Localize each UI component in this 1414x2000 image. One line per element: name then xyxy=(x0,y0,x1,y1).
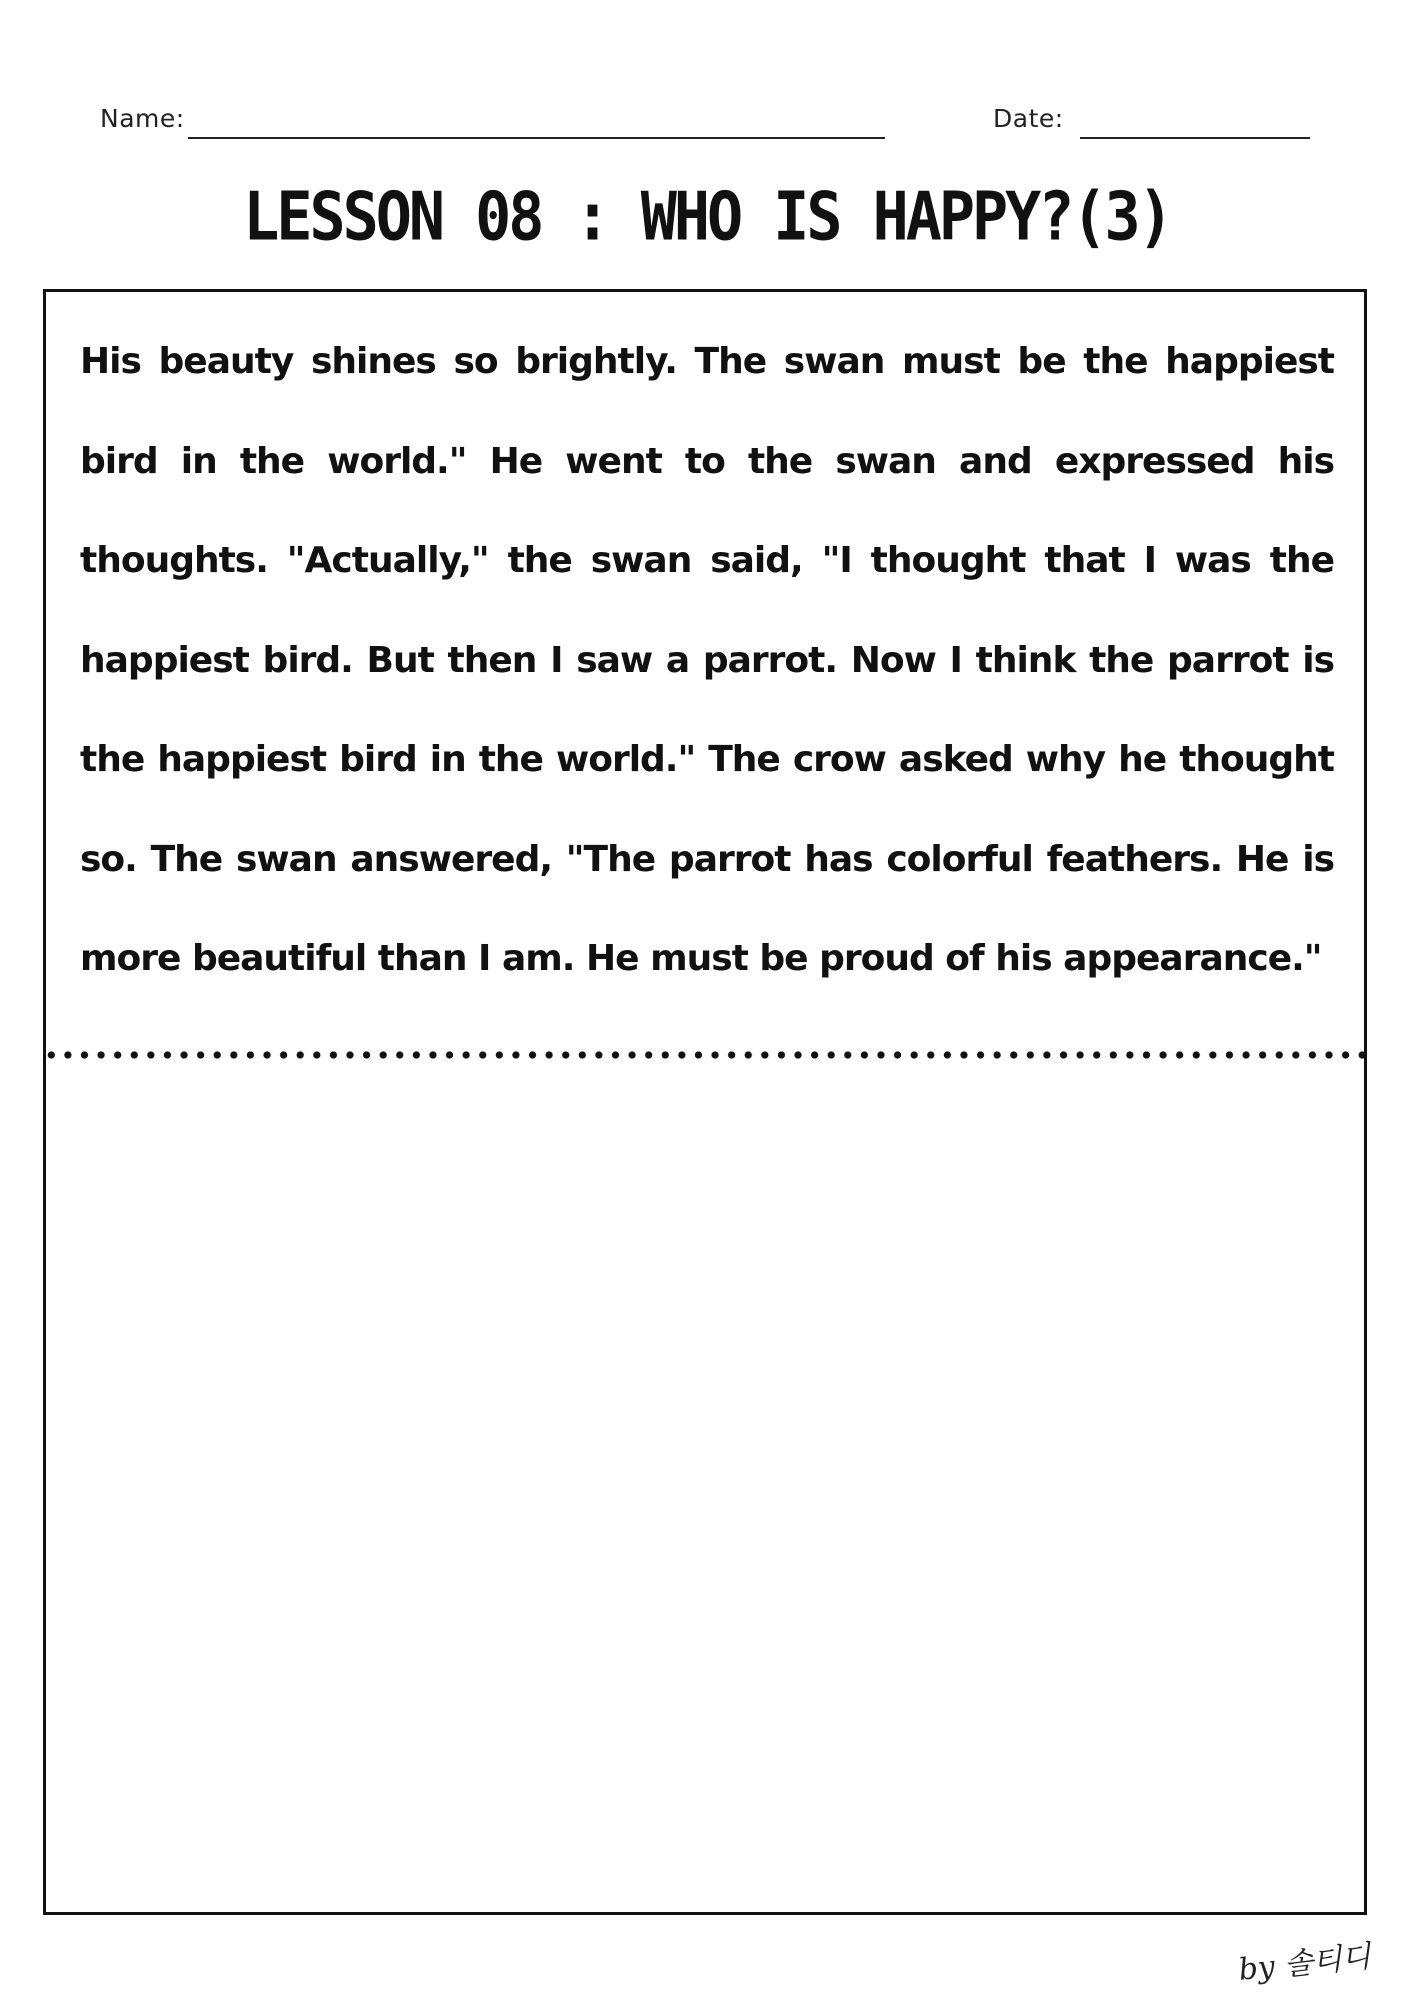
worksheet-header xyxy=(0,104,1414,144)
dotted-divider xyxy=(43,1050,1367,1060)
lesson-title: LESSON 08 : WHO IS HAPPY?(3) xyxy=(243,177,1171,257)
reading-passage: His beauty shines so brightly. The swan must be the happiest bird in the world." He went to the swan and expressed his thoughts. "Actually," the swan said, "I thought that I was the happiest bird. But then I saw a parrot. Now I think the parrot is the happiest bird in the world." The crow asked why he thought so. The swan answered, "The parrot has colorful feathers. He is more beautiful than I am. He must be proud of his appearance." xyxy=(80,341,1334,979)
name-blank-line xyxy=(188,137,885,139)
name-label: Name: xyxy=(100,104,185,133)
date-label: Date: xyxy=(993,104,1064,133)
date-blank-line xyxy=(1080,137,1310,139)
author-signature: by 솔티디 xyxy=(1236,1939,1373,1988)
